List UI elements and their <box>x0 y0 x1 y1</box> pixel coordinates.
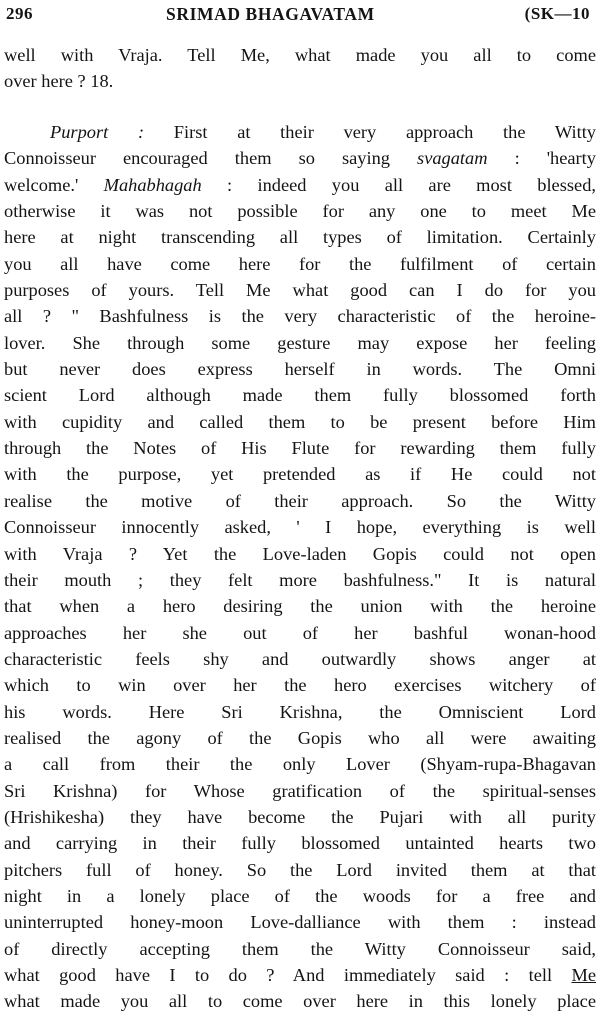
purport-line: with cupidity and called them to be present before Him <box>4 411 596 432</box>
purport-line: otherwise it was not possible for any one to meet Me <box>4 201 596 222</box>
page-number: 296 <box>6 4 33 23</box>
purport-line: with Vraja ? Yet the Love-laden Gopis could not open <box>4 543 596 564</box>
purport-line: of directly accepting them the Witty Connoisseur said, <box>4 938 596 959</box>
purport-line: realise the motive of their approach. So the Witty <box>4 490 596 511</box>
purport-line: (Hrishikesha) they have become the Pujari with all purity <box>4 806 596 827</box>
purport-line: Purport : First at their very approach the Witty <box>50 122 596 142</box>
purport-line: their mouth ; they felt more bashfulness." It is natural <box>4 569 596 590</box>
purport-line: pitchers full of honey. So the Lord invited them at that <box>4 859 596 880</box>
purport-line: you all have come here for the fulfilment of certain <box>4 253 596 274</box>
purport-line: and carrying in their fully blossomed untainted hearts two <box>4 833 596 854</box>
purport-line: but never does express herself in words. The Omni <box>4 359 596 380</box>
section-marker: (SK—10 <box>524 4 590 23</box>
book-title: SRIMAD BHAGAVATAM <box>166 4 375 24</box>
purport-line: what made you all to come over here in this lonely place <box>4 991 596 1012</box>
verse-translation <box>4 42 596 95</box>
sanskrit-term: Mahabhagah <box>103 174 202 195</box>
purport-line: approaches her she out of her bashful wonan-hood <box>4 622 596 643</box>
purport-line: that when a hero desiring the union with the heroine <box>4 596 596 617</box>
verse-line: over here ? 18. <box>4 71 114 92</box>
purport-line: uninterrupted honey-moon Love-dalliance with them : instead <box>4 912 596 933</box>
purport-line: night in a lonely place of the woods for a free and <box>4 885 596 906</box>
purport-line: with the purpose, yet pretended as if He could not <box>4 464 596 485</box>
purport-line: all ? " Bashfulness is the very characteristic of the heroine- <box>4 306 596 327</box>
purport-line: welcome.' Mahabhagah : indeed you all are most blessed, <box>4 174 596 195</box>
purport-line: realised the agony of the Gopis who all were awaiting <box>4 727 596 748</box>
purport-line: characteristic feels shy and outwardly shows anger at <box>4 648 596 669</box>
purport-line: what good have I to do ? And immediately said : tell Me <box>4 965 596 985</box>
purport-body <box>4 119 596 1015</box>
purport-line: Connoisseur innocently asked, ' I hope, everything is well <box>4 517 596 538</box>
purport-line: lover. She through some gesture may expose her feeling <box>4 332 596 353</box>
purport-label: Purport : <box>50 122 145 142</box>
purport-line: scient Lord although made them fully blossomed forth <box>4 385 596 406</box>
purport-line: his words. Here Sri Krishna, the Omniscient Lord <box>4 701 596 722</box>
sanskrit-term: svagatam <box>417 148 488 169</box>
verse-line: well with Vraja. Tell Me, what made you all to come <box>4 45 596 65</box>
running-header <box>4 2 590 28</box>
purport-line: through the Notes of His Flute for rewarding them fully <box>4 438 596 459</box>
purport-line: Connoisseur encouraged them so saying svagatam : 'hearty <box>4 148 596 169</box>
purport-line: here at night transcending all types of limitation. Certainly <box>4 227 596 248</box>
purport-line: a call from their the only Lover (Shyam-rupa-Bhagavan <box>4 754 596 775</box>
purport-line: purposes of yours. Tell Me what good can I do for you <box>4 280 596 301</box>
underlined-word: Me <box>571 965 596 985</box>
purport-line: which to win over her the hero exercises witchery of <box>4 675 596 696</box>
purport-line: Sri Krishna) for Whose gratification of the spiritual-senses <box>4 780 596 801</box>
